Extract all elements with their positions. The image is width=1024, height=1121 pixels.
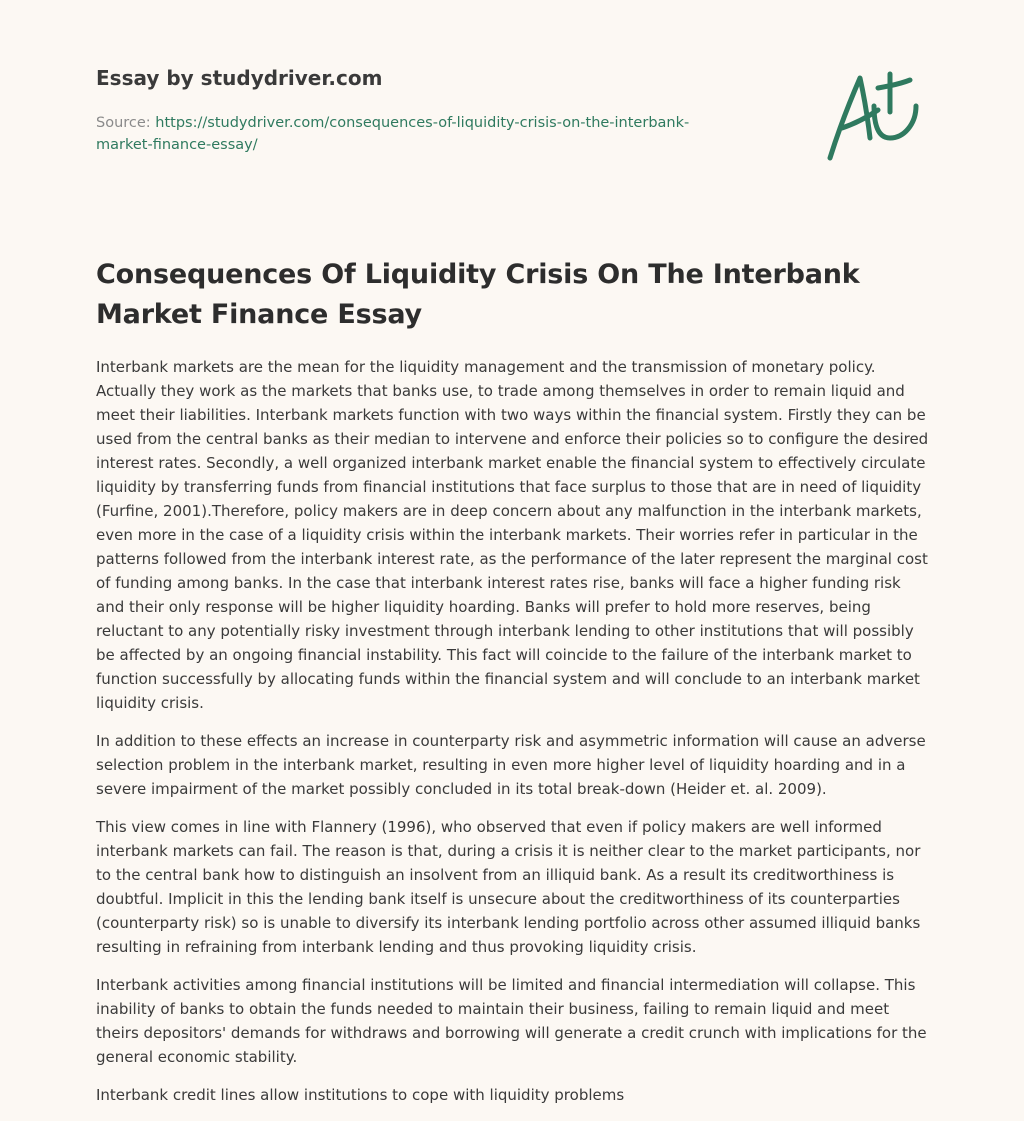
essay-body bbox=[96, 355, 932, 1121]
paragraph: Interbank credit lines allow institutions to cope with liquidity problems bbox=[96, 1086, 625, 1104]
paragraph: Interbank markets are the mean for the liquidity management and the transmission of monetary policy. Actually they work as the markets that banks use, to trade among themselves in order to remain liquid and meet their liabilities. Interbank markets function with two ways within the financial system. Firstly they can be used from the central banks as their median to intervene and enforce their policies so to configure the desired interest rates. Secondly, a well organized interbank market enable the financial system to effectively circulate liquidity by transferring funds from financial institutions that face surplus to those that are in need of liquidity (Furfine, 2001).Therefore, policy makers are in deep concern about any malfunction in the interbank markets, even more in the case of a liquidity crisis within the interbank markets. Their worries refer in particular in the patterns followed from the interbank interest rate, as the performance of the later represent the marginal cost of funding among banks. In the case that interbank interest rates rise, banks will face a higher funding risk and their only response will be higher liquidity hoarding. Banks will prefer to hold more reserves, being reluctant to any potentially risky investment through interbank lending to other institutions that will possibly be affected by an ongoing financial instability. This fact will coincide to the failure of the interbank market to function successfully by allocating funds within the financial system and will conclude to an interbank market liquidity crisis. bbox=[96, 358, 929, 712]
header bbox=[96, 64, 716, 156]
source-line bbox=[96, 112, 716, 156]
source-label: Source: bbox=[96, 115, 151, 131]
paragraph: Interbank activities among financial institutions will be limited and financial intermediation will collapse. This inability of banks to obtain the funds needed to maintain their business, failing to remain liquid and meet theirs depositors' demands for withdraws and borrowing will generate a credit crunch with implications for the general economic stability. bbox=[96, 976, 927, 1066]
source-link[interactable]: https://studydriver.com/consequences-of-liquidity-crisis-on-the-interbank-market-finance-essay/ bbox=[96, 115, 690, 153]
a-plus-logo-svg bbox=[820, 66, 930, 166]
paragraph: In addition to these effects an increase in counterparty risk and asymmetric information will cause an adverse selection problem in the interbank market, resulting in even more higher level of liquidity hoarding and in a severe impairment of the market possibly concluded in its total break-down (Heider et. al. 2009). bbox=[96, 732, 926, 798]
essay-title: Consequences Of Liquidity Crisis On The Interbank Market Finance Essay bbox=[96, 259, 860, 330]
site-title: Essay by studydriver.com bbox=[96, 66, 383, 90]
a-plus-grade-icon bbox=[820, 66, 930, 166]
paragraph: This view comes in line with Flannery (1996), who observed that even if policy makers are well informed interbank markets can fail. The reason is that, during a crisis it is neither clear to the market participants, nor to the central bank how to distinguish an insolvent from an illiquid bank. As a result its creditworthiness is doubtful. Implicit in this the lending bank itself is unsecure about the creditworthiness of its counterparties (counterparty risk) so is unable to diversify its interbank lending portfolio across other assumed illiquid banks resulting in refraining from interbank lending and thus provoking liquidity crisis. bbox=[96, 818, 921, 956]
